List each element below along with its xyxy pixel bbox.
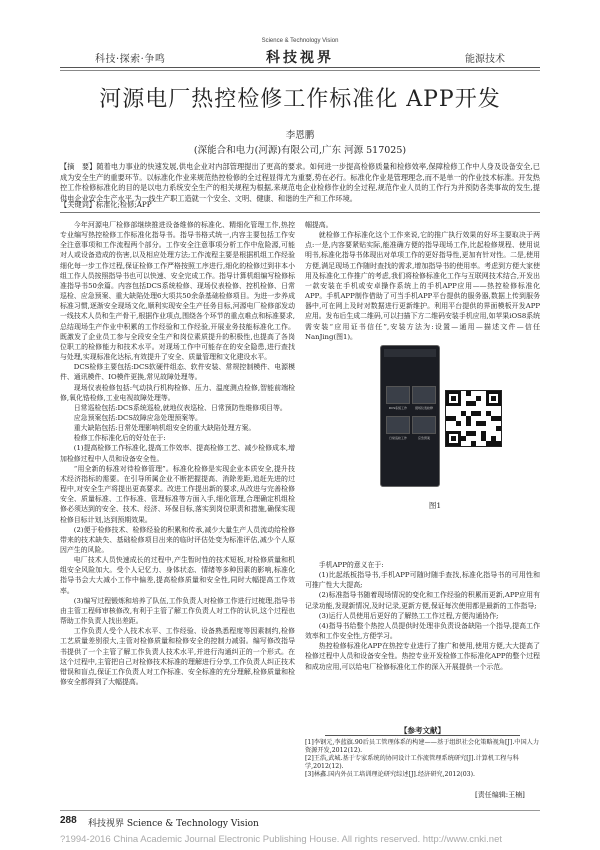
app-tile: 现场仪表检修 bbox=[412, 386, 436, 404]
body-right-column-bottom bbox=[305, 560, 540, 720]
references-title: 【参考文献】 bbox=[400, 726, 445, 735]
body-paragraph: 日常巡检包括:DCS系统巡检,就地仪表巡检、日常预防性维修项目等。 bbox=[73, 403, 287, 412]
figure-1 bbox=[380, 345, 500, 490]
responsible-editor: [责任编辑:王楠] bbox=[475, 791, 525, 799]
body-paragraph: 现场仪表检修包括:气动执行机构检修、压力、温度测点检修,智能前端检修,氧化锆检修,工业电视故障处理等。 bbox=[60, 383, 295, 402]
body-left-column bbox=[60, 220, 295, 765]
references-rule bbox=[325, 735, 520, 736]
footer-journal-brand: 科技视界 Science & Technology Vision bbox=[88, 819, 259, 829]
body-paragraph: (3)编写过程锻炼和培养了队伍,工作负责人对检修工作进行过梳理,指导书由主管工程师审核修改,有利于主管了解工作负责人对工作的认识,这个过程也帮助工作负责人找出差距。 bbox=[60, 596, 295, 626]
abstract-divider bbox=[60, 212, 540, 213]
header-category: 能源技术 bbox=[465, 54, 505, 65]
body-paragraph: 就检修工作标准化这个工作来说,它的推广执行效果的好坏主要取决于两点:一是,内容要紧贴实际,能准确方便的指导现场工作,比起检修规程、使用说明书,标准化指导书体现出对单项工作的更好指导性,更加有针对性。二是,使用方便,满足现场工作随时查找的需求,增加指导书的使用率。考虑到方便大家使用及标准化工作推广的考虑,我们将检修标准化工作与互联网技术结合,开发出一款安装在手机或安卓操作系统上的手机APP应用——热控检修标准化APP。手机APP制作借助了可当手机APP平台提供的服务器,数据上传到服务器中,可在网上及时对数据进行更新维护。利用平台提供的界面模板开发APP应用。发布后生成二维码,可以扫描下方二维码安装手机应用,如苹果iOS8系统需安装“应用证书信任”,安装方法为:设置—通用—描述文件—信任NanJing(图1)。 bbox=[305, 231, 540, 341]
header-rule bbox=[60, 67, 540, 68]
body-paragraph: 工作负责人受个人技术水平、工作经验、设备熟悉程度等因素制约,检修工艺质量差别很大,主管对检修质量和检修安全的控制力减弱。编写修改指导书提供了一个主管了解工作负责人技术水平,并进行沟通纠正的一个形式。在这个过程中,主管把自己对检修技术标准的理解进行分享,工作负责人纠正技术错误和盲点,保证工作负责人对工作标准、安全标准的充分理解,检修质量和检修安全都得到了大幅提高。 bbox=[60, 627, 295, 687]
article-author: 李恩鹏 bbox=[285, 130, 315, 141]
body-paragraph: 应急预案包括:DCS故障应急处理预案等。 bbox=[73, 413, 202, 422]
body-paragraph: 电厂技术人员快速成长的过程中,产生暂时性的技术短板,对检修质量和机组安全风险加大。受个人记忆力、身体状态、情绪等多种因素的影响,标准化指导书会大大减小工作中偏差,提高检修质量和安全性,同时大幅提高工作效率。 bbox=[60, 556, 295, 595]
page-number: 288 bbox=[60, 815, 77, 826]
body-paragraph: (4)指导书给整个热控人员提供时处理非负责设备缺陷一个指导,提高工作效率和工作安全性,方便学习。 bbox=[305, 621, 540, 641]
phone-screenshot bbox=[380, 345, 440, 487]
reference-item: [1]李钢元,李蓝旗.90后员工管理体系的构建——基于组织社会化策略视角[J].中国人力资源开发,2012(12). bbox=[305, 739, 540, 754]
body-paragraph: (2)标准指导书随着现场情况的变化和工作经验的积累而更新,APP应用有记录功能,发现新情况,及时记录,更新方便,保证每次使用都是最新的工作指导; bbox=[305, 591, 540, 610]
body-paragraph: “用全新的标准对待检修管理”。标准化检修是实现企业本质安全,提升技术经济指标的需要。在引导所属企业不断把握提高、消除差距,追赶先进的过程中,对安全生产将提出更高要求。改进工作提出新的要求,从改进与完善检修安全、质量标准、工作标准、管理标准等方面入手,细化管理,合理确定机组检修必须达到的安全、技术、经济、环保目标,落实到岗位职责和措施,确保实现检修目标计划,达到预期效果。 bbox=[60, 464, 295, 524]
body-paragraph: (3)运行人员使用后更好的了解热工工作过程,方便沟通协作; bbox=[318, 611, 499, 620]
header-journal-english: Science & Technology Vision bbox=[261, 38, 339, 44]
article-keywords: 【关键词】标准化;检修;APP bbox=[60, 200, 152, 209]
body-paragraph: 今年河源电厂检修部继续推进设备维修的标准化、精细化管理工作,热控专业编写热控检修工作标准化指导书。指导书格式统一,内容主要包括工作安全注意事项和工作流程两个部分。工作安全注意事项分析工作中危险源,可能对人或设备造成的伤害,以及相应处理方法;工作流程主要是根据机组工作经验细化每一步工作过程,保证检修工作严格按照工序进行,细化的检修过到非本小组工作人员按照指导书也可以快速、安全完成工作。指导计算机组编写检修标准指导书50余篇。内容包括DCS系统检修、现场仪表检修、控机检修、日常巡检、应急预案、重大缺陷处理6大项共50余条基础检修项目。为进一步养成标准习惯,逐渐安全现场文化,顺利实现安全生产任务目标,河源电厂检修部发动一线技术人员和生产骨干,根据作业项点,围绕各个环节的重点难点和标准要求,总结现场生产作业中积累的工作经验和工作经验,开展业务技能标准化工作。既激发了企业员工参与全段安全生产和岗位素质提升的积极性,也提高了各岗位职工的检修能力和技术水平。对现场工作中可能存在的安全隐患,进行查找与处理,实现标准化达标,有效提升了安全、质量管理和文化建设水平。 bbox=[60, 221, 295, 362]
body-paragraph: DCS检修主要包括:DCS软硬件组态、软件安装、常规控制模件、电源模件、通讯模件、IO模件更换,常见故障处理等。 bbox=[60, 363, 295, 382]
reference-item: [3]林鑫.国内外员工培训理论研究综述[J].经济研究,2012(03). bbox=[305, 771, 475, 778]
body-paragraph: 手机APP的意义在于: bbox=[318, 561, 384, 569]
phone-status-bar bbox=[384, 349, 436, 357]
reference-item: [2]王浩,武城.基于专家系统的协同设计工作流管理系统研究[J].计算机工程与科学,2012(12). bbox=[305, 755, 519, 770]
body-paragraph: 检修工作标准化后的好处在于: bbox=[73, 434, 166, 443]
header-section-label: 科技·探索·争鸣 bbox=[95, 54, 166, 65]
body-paragraph: (2)便于检修技术、检修经验的积累和传承,减少大量生产人员流动给检修带来的技术缺失、基础检修项目出来的临时评估处变为标准评估,减少个人原因产生的风险。 bbox=[60, 525, 295, 554]
footer-rule bbox=[60, 810, 540, 811]
qr-code-icon bbox=[445, 390, 502, 447]
article-affiliation: (深能合和电力(河源)有限公司,广东 河源 517025) bbox=[193, 145, 407, 156]
article-abstract: 【摘 要】随着电力事业的快速发展,供电企业对内部管理提出了更高的要求。如何进一步提高检修质量和检修效率,保障检修工作中人身及设备安全,已成为安全生产的重要环节。以标准化作业来规范热控检修的全过程显得尤为重要,势在必行。标准化作业是管理理念,而不是单一的作业技术标准。开发热控工作检修标准化的目的是以电力系统安全生产的相关规程为根据,来规范电企业检修作业的全过程,规范作业人员的工作行为并预防各类事故的发生,提供电企业安全生产水平,为一线生产职工造就一个安全、文明、健康、和谐的生产和工作环境。 bbox=[60, 162, 540, 203]
body-right-column-top bbox=[305, 220, 540, 342]
article-title: 河源电厂热控检修工作标准化 APP开发 bbox=[99, 87, 501, 112]
figure-caption: 图1 bbox=[428, 501, 442, 510]
app-tile: DCS系统工作 bbox=[386, 386, 410, 404]
body-paragraph: (1)提高检修工作标准化,提高工作效率、提高检修工艺、减少检修成本,增加检修过程中人员和设备安全性。 bbox=[60, 444, 295, 463]
body-paragraph: 帼提高。 bbox=[305, 221, 333, 229]
body-paragraph: 热控检修标准化APP在热控专业进行了推广和使用,使用方便,大大提高了检修过程中人员和设备安全性。热控专业开发检修工作标准化APP的整个过程和成功应用,可以给电厂检修标准化工作的深入开展提供一个示范。 bbox=[305, 642, 540, 671]
app-tile: 日常巡检工作 bbox=[386, 416, 410, 434]
header-journal-title: 科技视界 bbox=[266, 50, 334, 66]
app-tile: 应急预案 bbox=[412, 416, 436, 434]
body-paragraph: 重大缺陷包括:日常处理影响机组安全的重大缺陷处理方案。 bbox=[73, 424, 256, 433]
copyright-watermark: ?1994-2016 China Academic Journal Electronic Publishing House. All rights reserved. http://www.cnki.net bbox=[60, 834, 502, 845]
header-rule-thin bbox=[60, 70, 540, 71]
body-paragraph: (1)比起纸板指导书,手机APP可随时随手查找,标准化指导书的可用性和可推广性大大提高; bbox=[305, 571, 540, 590]
references-section bbox=[305, 725, 540, 778]
